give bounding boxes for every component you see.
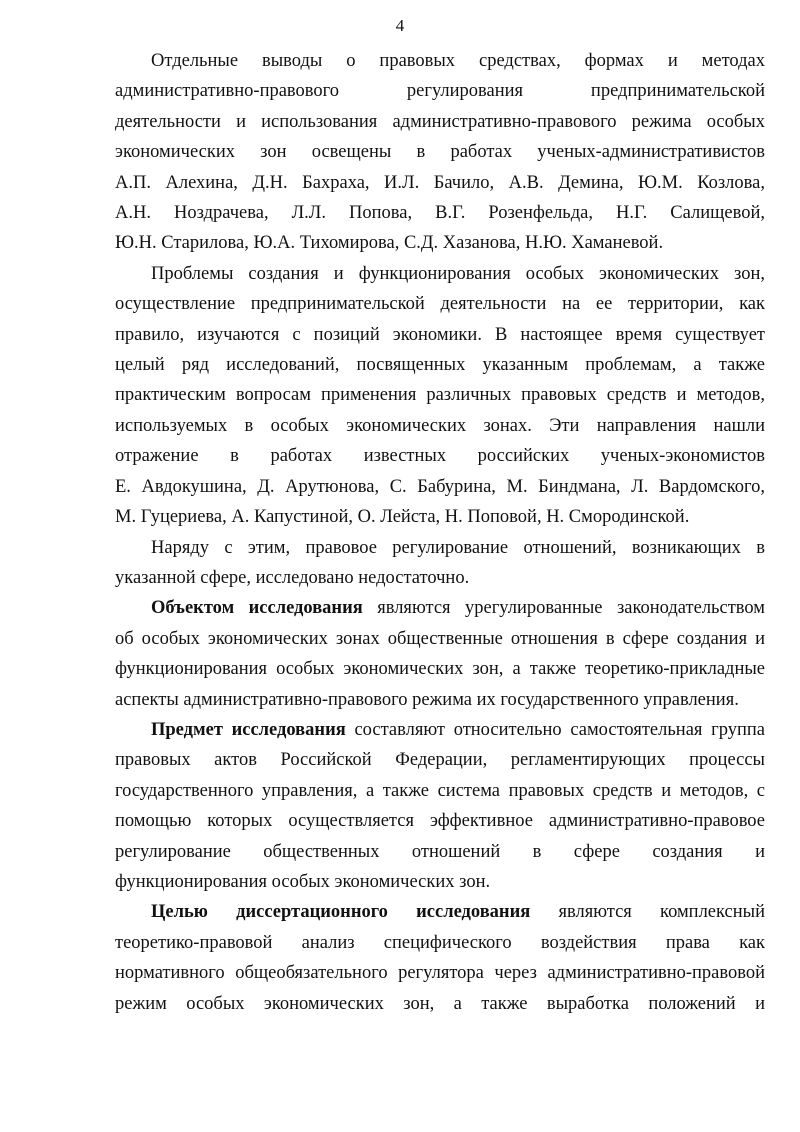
text-line: нормативного общеобязательного регулятора через административно-правовой <box>115 963 765 984</box>
text-line: административно-правового регулирования предпринимательской <box>115 81 765 102</box>
text-line: режим особых экономических зон, а также выработка положений и <box>115 993 765 1014</box>
bold-lead-term: Объектом исследования <box>151 598 363 619</box>
bold-lead-term: Предмет исследования <box>151 719 346 740</box>
text-line: практическим вопросам применения различных правовых средств и методов, <box>115 385 765 406</box>
text-line <box>115 715 765 745</box>
text-line: функционирования особых экономических зон, а также теоретико-прикладные <box>115 659 765 680</box>
text-line: А.Н. Ноздрачева, Л.Л. Попова, В.Г. Розенфельда, Н.Г. Салищевой, <box>115 203 765 224</box>
text-line: правило, изучаются с позиций экономики. В настоящее время существует <box>115 324 765 345</box>
text-line: теоретико-правовой анализ специфического воздействия права как <box>115 932 765 953</box>
text-line: об особых экономических зонах общественные отношения в сфере создания и <box>115 628 765 649</box>
text-line: деятельности и использования административно-правового режима особых <box>115 111 765 132</box>
text-line: отражение в работах известных российских ученых-экономистов <box>115 446 765 467</box>
text-line: функционирования особых экономических зон. <box>115 871 491 892</box>
line-text: составляют относительно самостоятельная группа <box>345 719 765 740</box>
text-line: экономических зон освещены в работах ученых-административистов <box>115 142 765 163</box>
paragraph <box>115 715 765 897</box>
paragraph <box>115 46 765 259</box>
page-number: 4 <box>395 16 405 35</box>
text-line: Отдельные выводы о правовых средствах, формах и методах <box>151 51 765 71</box>
line-text: являются комплексный <box>530 902 765 923</box>
text-line: аспекты административно-правового режима их государственного управления. <box>115 689 739 710</box>
bold-lead-term: Целью диссертационного исследования <box>151 902 531 923</box>
text-line <box>115 897 765 927</box>
text-line: целый ряд исследований, посвященных указанным проблемам, а также <box>115 355 765 376</box>
text-line: М. Гуцериева, А. Капустиной, О. Лейста, Н. Поповой, Н. Смородинской. <box>115 507 690 528</box>
text-line: Наряду с этим, правовое регулирование отношений, возникающих в <box>151 537 765 558</box>
line-text: являются урегулированные законодательством <box>362 598 765 619</box>
text-line: Проблемы создания и функционирования особых экономических зон, <box>151 263 765 284</box>
text-line: Ю.Н. Старилова, Ю.А. Тихомирова, С.Д. Хазанова, Н.Ю. Хаманевой. <box>115 233 664 254</box>
text-line: Е. Авдокушина, Д. Арутюнова, С. Бабурина, М. Биндмана, Л. Вардомского, <box>115 476 765 497</box>
text-line <box>115 593 765 623</box>
paragraph <box>115 593 765 715</box>
paragraph <box>115 259 765 533</box>
text-line: правовых актов Российской Федерации, регламентирующих процессы <box>115 750 765 771</box>
text-line: осуществление предпринимательской деятельности на ее территории, как <box>115 294 765 315</box>
text-line: А.П. Алехина, Д.Н. Бахраха, И.Л. Бачило, А.В. Демина, Ю.М. Козлова, <box>115 172 765 193</box>
text-line: указанной сфере, исследовано недостаточно. <box>115 567 470 588</box>
text-line: регулирование общественных отношений в сфере создания и <box>115 841 765 862</box>
paragraph <box>115 897 765 1019</box>
body-text <box>115 46 765 1019</box>
text-line: используемых в особых экономических зонах. Эти направления нашли <box>115 415 765 436</box>
paragraph <box>115 533 765 594</box>
text-line: помощью которых осуществляется эффективное административно-правовое <box>115 811 765 832</box>
text-line: государственного управления, а также система правовых средств и методов, с <box>115 780 765 801</box>
